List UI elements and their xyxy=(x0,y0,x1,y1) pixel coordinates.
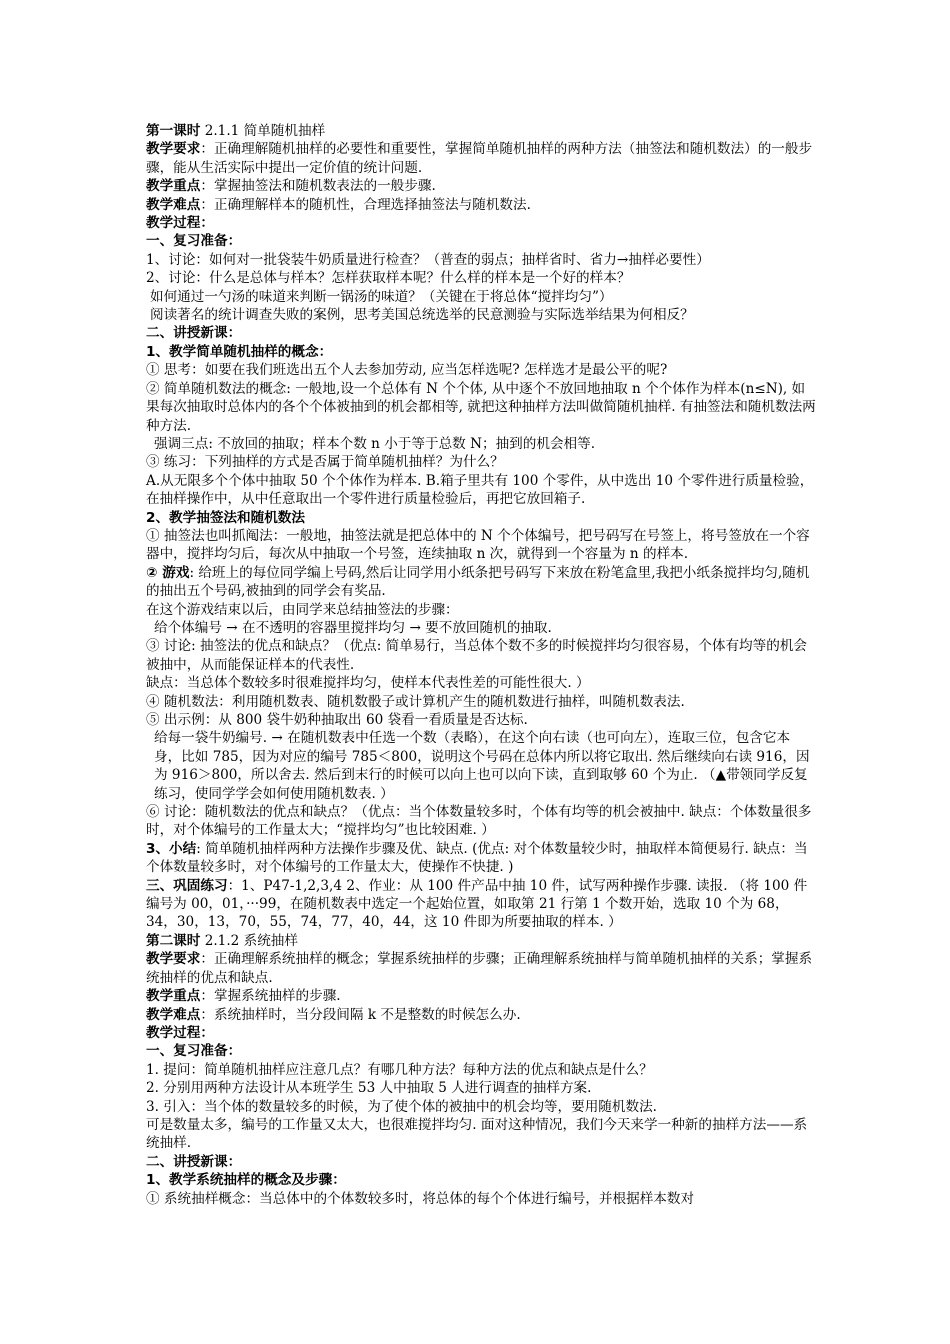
lesson1-method-6: 缺点：当总体个数较多时很难搅拌均匀，使样本代表性差的可能性很大. ） xyxy=(146,675,590,692)
lesson1-exercises: 三、巩固练习：1、P47-1,2,3,4 2、作业：从 100 件产品中抽 10 件，试写两种操作步骤. 读报. （将 100 件编号为 00，01，···99，在随机数表中选定一个起始位置，如取第 21 行第 1 个数开始，选取 10 个为 68，34，30，13，70，55，74，77，40，44，这 10 件即为所要抽取的样本. ） xyxy=(146,877,808,931)
lesson1-section1-heading: 一、复习准备： xyxy=(146,233,242,250)
lesson2-requirements: 教学要求：正确理解系统抽样的概念；掌握系统抽样的步骤；正确理解系统抽样与简单随机抽样的关系；掌握系统抽样的优点和缺点. xyxy=(146,951,813,986)
lesson1-difficulties: 教学难点：正确理解样本的随机性，合理选择抽签法与随机数法. xyxy=(146,196,531,213)
lesson2-review-1: 1. 提问：简单随机抽样应注意几点？有哪几种方法？每种方法的优点和缺点是什么？ xyxy=(146,1061,653,1078)
lesson1-summary: 3、小结: 简单随机抽样两种方法操作步骤及优、缺点. (优点: 对个体数量较少时，抽取样本简便易行. 缺点：当个体数量较多时，对个体编号的工作量太大，使操作不快捷. ) xyxy=(146,840,808,876)
lesson1-method-8: ⑤ 出示例：从 800 袋牛奶种抽取出 60 袋看一看质量是否达标. xyxy=(146,712,528,728)
lesson1-subsection2-heading: 2、教学抽签法和随机数法 xyxy=(146,509,305,526)
lesson1-review-2: 2、讨论：什么是总体与样本？怎样获取样本呢？什么样的样本是一个好的样本？ xyxy=(146,270,631,287)
lesson2-section2-heading: 二、讲授新课： xyxy=(146,1153,242,1170)
lesson1-review-4: 阅读著名的统计调查失败的案例，思考美国总统选举的民意测验与实际选举结果为何相反？ xyxy=(150,307,694,324)
lesson2-title: 第二课时 2.1.2 系统抽样 xyxy=(146,932,298,949)
lesson2-difficulties: 教学难点：系统抽样时，当分段间隔 k 不是整数的时候怎么办. xyxy=(146,1006,521,1023)
lesson1-requirements: 教学要求：正确理解随机抽样的必要性和重要性，掌握简单随机抽样的两种方法（抽签法和随机数法）的一般步骤，能从生活实际中提出一定价值的统计问题. xyxy=(146,141,813,176)
lesson1-method-9: 给每一袋牛奶编号. → 在随机数表中任选一个数（表略），在这个向右读（也可向左），连取三位，包含它本身，比如 785，因为对应的编号 785＜800，说明这个号码在总体内所以将它取出. 然后继续向右读 916，因为 916＞800，所以舍去. 然后到末行的时候可以向上也可以向下读，直到取够 60 个为止. （▲带领同学反复练习，使同学学会如何使用随机数表. ） xyxy=(154,730,810,802)
lesson2-section1-heading: 一、复习准备： xyxy=(146,1043,242,1060)
lesson1-method-10: ⑥ 讨论：随机数法的优点和缺点？（优点：当个体数量较多时，个体有均等的机会被抽中. 缺点：个体数量很多时，对个体编号的工作量太大；“搅拌均匀”也比较困难. ） xyxy=(146,804,812,839)
lesson1-section2-heading: 二、讲授新课： xyxy=(146,325,242,342)
lesson1-method-1: ① 抽签法也叫抓阄法：一般地，抽签法就是把总体中的 N 个个体编号，把号码写在号签上，将号签放在一个容器中，搅拌均匀后，每次从中抽取一个号签，连续抽取 n 次，就得到一个容量为 n 的样本. xyxy=(146,527,810,563)
lesson2-subsection1-heading: 1、教学系统抽样的概念及步骤： xyxy=(146,1172,346,1189)
lesson1-method-4: 给个体编号 → 在不透明的容器里搅拌均匀 → 要不放回随机的抽取. xyxy=(154,619,552,636)
lesson1-concept-4: ③ 练习：下列抽样的方式是否属于简单随机抽样？为什么？ xyxy=(146,454,504,471)
lesson2-system-1: ① 系统抽样概念：当总体中的个体数较多时，将总体的每个个体进行编号，并根据样本数对 xyxy=(146,1190,695,1207)
lesson1-review-1: 1、讨论：如何对一批袋装牛奶质量进行检查？（普查的弱点；抽样省时、省力→抽样必要性） xyxy=(146,251,710,268)
lesson2-review-2: 2. 分别用两种方法设计从本班学生 53 人中抽取 5 人进行调查的抽样方案. xyxy=(146,1080,592,1097)
lesson1-key-points: 教学重点：掌握抽签法和随机数表法的一般步骤. xyxy=(146,178,436,195)
lesson1-process-heading: 教学过程： xyxy=(146,215,214,232)
lesson1-title: 第一课时 2.1.1 简单随机抽样 xyxy=(146,123,326,139)
lesson1-concept-3: 强调三点: 不放回的抽取；样本个数 n 小于等于总数 N；抽到的机会相等. xyxy=(154,435,596,452)
lesson1-subsection1-heading: 1、教学简单随机抽样的概念： xyxy=(146,343,333,360)
lesson1-method-5: ③ 讨论: 抽签法的优点和缺点？（优点: 简单易行，当总体个数不多的时候搅拌均匀很容易，个体有均等的机会被抽中，从而能保证样本的代表性. xyxy=(146,638,808,673)
lesson1-method-3: 在这个游戏结束以后，由同学来总结抽签法的步骤： xyxy=(146,601,459,618)
lesson1-review-3: 如何通过一勺汤的味道来判断一锅汤的味道？（关键在于将总体“搅拌均匀”） xyxy=(150,288,613,305)
lesson2-key-points: 教学重点：掌握系统抽样的步骤. xyxy=(146,988,341,1005)
lesson1-concept-1: ① 思考：如要在我们班选出五个人去参加劳动, 应当怎样选呢? 怎样选才是最公平的呢? xyxy=(146,362,668,379)
lesson1-method-2: ② 游戏: 给班上的每位同学编上号码,然后让同学用小纸条把号码写下来放在粉笔盒里,我把小纸条搅拌均匀,随机的抽出五个号码,被抽到的同学会有奖品. xyxy=(146,564,810,600)
lesson2-review-4: 可是数量太多，编号的工作量又太大，也很难搅拌均匀. 面对这种情况，我们今天来学一种新的抽样方法——系统抽样. xyxy=(146,1116,808,1152)
lesson1-concept-5: A.从无限多个个体中抽取 50 个个体作为样本. B.箱子里共有 100 个零件，从中选出 10 个零件进行质量检验，在抽样操作中，从中任意取出一个零件进行质量检验后，再把它放回箱子. xyxy=(146,472,814,508)
document-page xyxy=(146,122,816,1208)
lesson2-review-3: 3. 引入：当个体的数量较多的时候，为了使个体的被抽中的机会均等，要用随机数法. xyxy=(146,1098,657,1115)
lesson2-process-heading: 教学过程： xyxy=(146,1024,214,1041)
lesson1-method-7: ④ 随机数法：利用随机数表、随机数骰子或计算机产生的随机数进行抽样，叫随机数表法. xyxy=(146,693,685,710)
lesson1-concept-2: ② 简单随机数法的概念: 一般地,设一个总体有 N 个个体, 从中逐个不放回地抽取 n 个个体作为样本(n≤N), 如果每次抽取时总体内的各个个体被抽到的机会都相等, 就把这种抽样方法叫做简随机抽样. 有抽签法和随机数法两种方法. xyxy=(146,380,816,434)
